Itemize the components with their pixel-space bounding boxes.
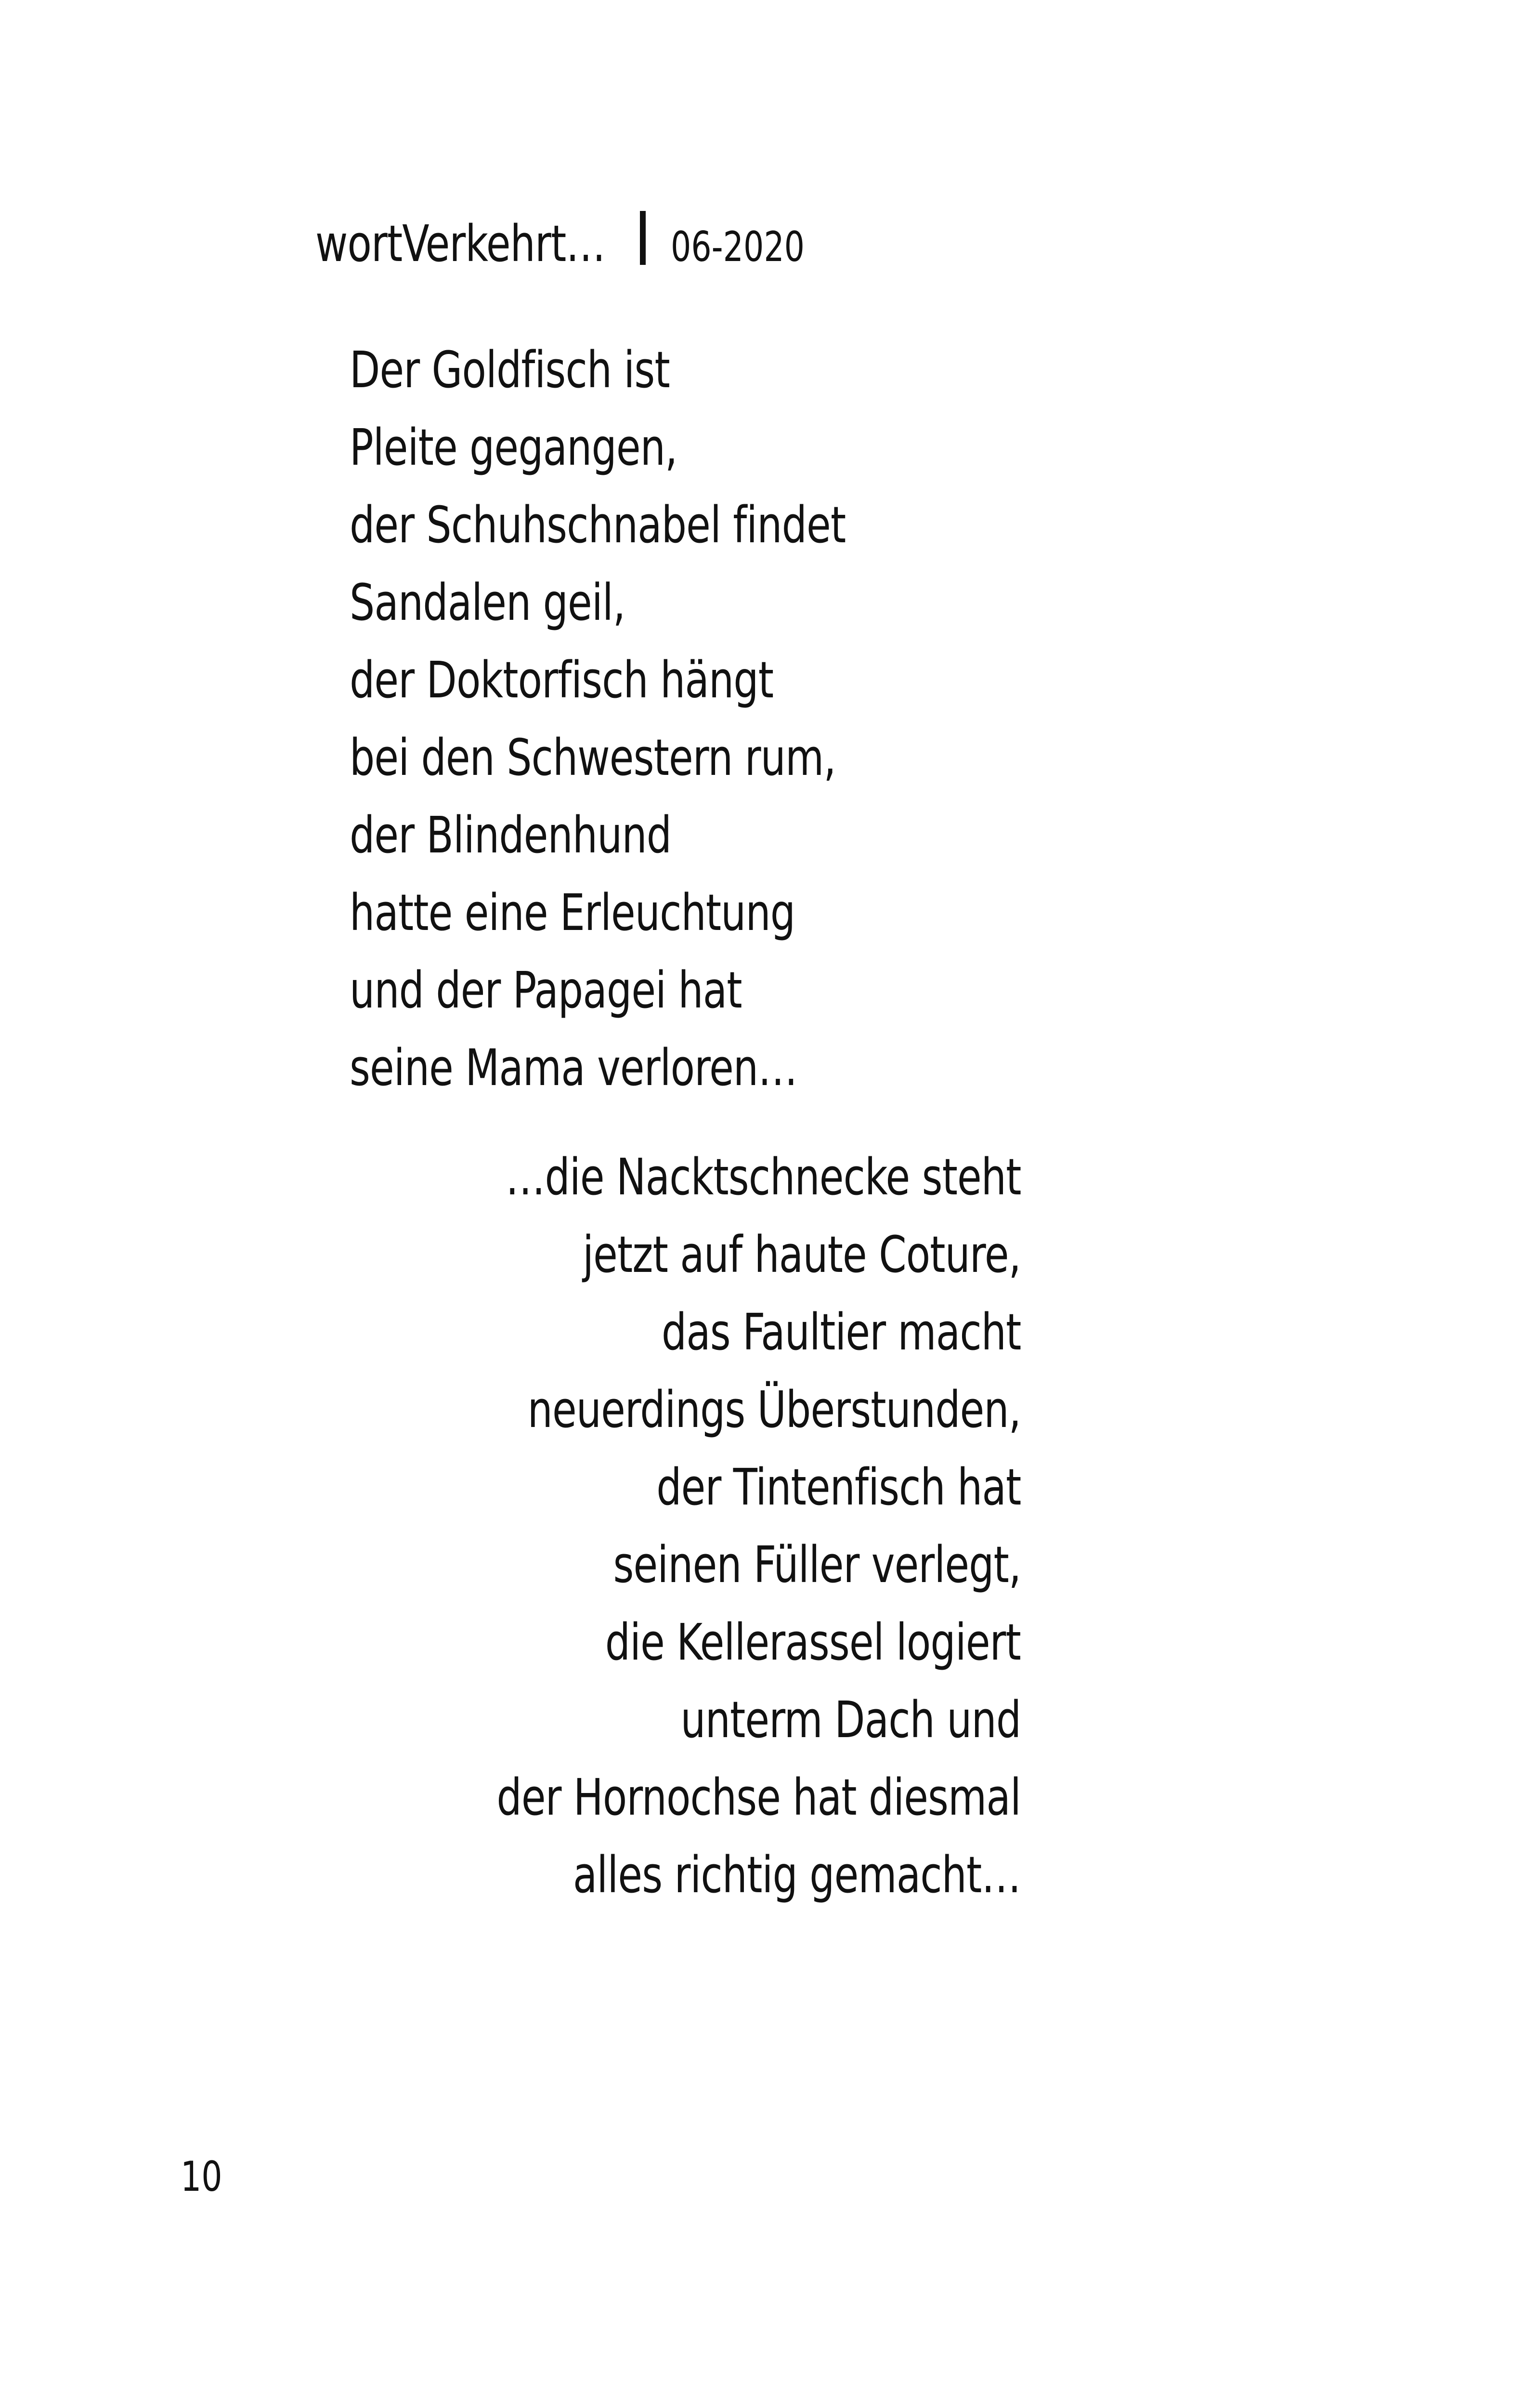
poem-line: hatte eine Erleuchtung [350,883,795,942]
poem-stanza-2 [337,1139,1021,1914]
poem-line: alles richtig gemacht… [573,1845,1021,1904]
poem-line: der Schuhschnabel findet [350,496,846,554]
poem-line: der Blindenhund [350,806,672,864]
poem-line: unterm Dach und [680,1690,1021,1749]
poem-line: Der Goldfisch ist [350,340,670,399]
poem-line: …die Nacktschnecke steht [505,1148,1021,1206]
header-separator [640,211,646,265]
poem-stanza-1 [350,331,1072,1107]
poem-line: das Faultier macht [661,1303,1021,1361]
poem-line: die Kellerassel logiert [605,1613,1021,1672]
poem-line: der Hornochse hat diesmal [496,1768,1021,1827]
poem-line: Pleite gegangen, [350,418,677,477]
poem-line: bei den Schwestern rum, [350,728,836,787]
poem-line: seine Mama verloren… [350,1038,797,1097]
page-number: 10 [181,2153,222,2201]
page-header [315,207,826,275]
poem-line: der Tintenfisch hat [656,1458,1021,1517]
poem-line: jetzt auf haute Coture, [583,1225,1021,1284]
series-title: wortVerkehrt… [315,214,605,273]
publication-date: 06-2020 [670,223,805,271]
poem-line: und der Papagei hat [350,961,742,1020]
poem-line: seinen Füller verlegt, [613,1535,1021,1594]
poem-line: neuerdings Überstunden, [527,1380,1021,1439]
poem-line: Sandalen geil, [350,573,625,632]
poem-line: der Doktorfisch hängt [350,651,774,709]
